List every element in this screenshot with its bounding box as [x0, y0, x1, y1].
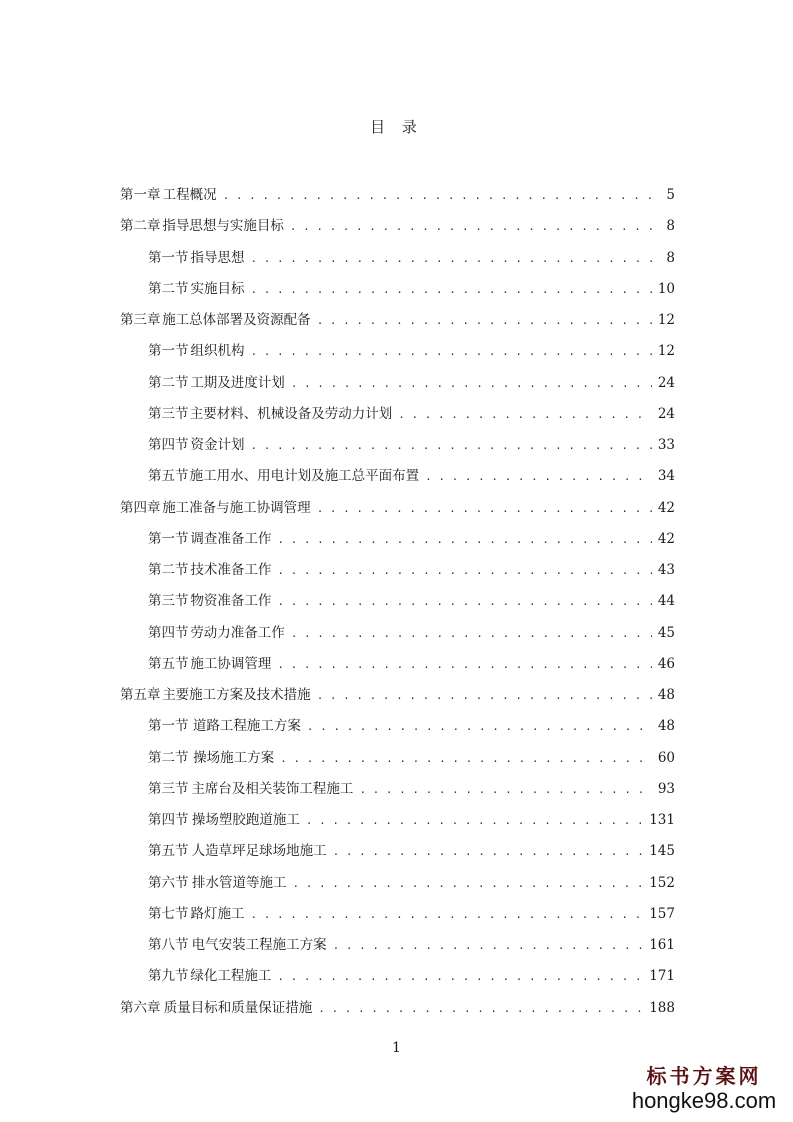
- toc-dot-leader: [317, 310, 652, 332]
- toc-entry[interactable]: [148, 903, 675, 925]
- toc-dot-leader: [291, 623, 652, 645]
- toc-entry-page: 8: [666, 218, 675, 235]
- toc-entry-page: 131: [649, 812, 675, 828]
- toc-entry-page: 24: [657, 374, 675, 391]
- toc-entry-page: 8: [666, 249, 675, 266]
- toc-entry-number: 第三节: [148, 405, 189, 422]
- toc-entry-page: 44: [657, 593, 675, 610]
- toc-entry-number: 第五节: [148, 843, 189, 860]
- toc-entry-title: 施工协调管理: [190, 655, 272, 672]
- toc-entry-page: 42: [657, 499, 675, 516]
- toc-entry-title: 主要施工方案及技术措施: [162, 687, 311, 703]
- toc-entry-number: 第二节: [148, 280, 189, 297]
- toc-entry-number: 第二节: [148, 374, 189, 391]
- toc-entry-number: 第四节: [148, 812, 189, 828]
- toc-entry-page: 34: [657, 468, 675, 485]
- toc-dot-leader: [317, 498, 652, 520]
- toc-entry-title: 调查准备工作: [190, 530, 272, 547]
- toc-entry[interactable]: [148, 778, 675, 800]
- toc-entry[interactable]: [148, 840, 675, 862]
- toc-entry-page: 5: [666, 187, 675, 203]
- toc-entry-number: 第六章: [120, 999, 161, 1016]
- toc-entry-title: 工期及进度计划: [190, 374, 285, 391]
- toc-entry-title: 施工用水、用电计划及施工总平面布置: [189, 468, 420, 485]
- toc-entry-title: 施工总体部署及资源配备: [162, 312, 311, 328]
- toc-entry-number: 第一节: [148, 718, 189, 735]
- toc-entry-number: 第八节: [148, 937, 189, 953]
- toc-entry-page: 12: [657, 343, 675, 360]
- toc-entry-page: 152: [649, 874, 675, 891]
- toc-entry[interactable]: [120, 997, 675, 1019]
- toc-entry-title: 工程概况: [162, 187, 217, 203]
- toc-entry-number: 第三节: [148, 593, 189, 610]
- toc-entry-title: 操场塑胶跑道施工: [191, 812, 300, 828]
- toc-entry-page: 46: [657, 655, 675, 672]
- toc-entry[interactable]: [148, 872, 675, 894]
- toc-entry-number: 第四节: [148, 624, 189, 641]
- toc-entry-title: 路灯施工: [190, 905, 245, 922]
- toc-entry[interactable]: [120, 684, 675, 706]
- toc-entry-number: 第五节: [148, 468, 189, 485]
- toc-dot-leader: [290, 216, 655, 238]
- toc-entry-page: 10: [657, 280, 675, 297]
- toc-dot-leader: [250, 904, 643, 926]
- toc-entry[interactable]: [148, 715, 675, 737]
- toc-dot-leader: [251, 248, 655, 270]
- toc-dot-leader: [251, 279, 652, 301]
- toc-entry[interactable]: [148, 247, 675, 269]
- toc-dot-leader: [223, 185, 655, 207]
- toc-entry-number: 第一章: [120, 187, 161, 203]
- toc-dot-leader: [359, 779, 651, 801]
- toc-entry-number: 第五章: [120, 687, 161, 703]
- toc-entry-number: 第一节: [148, 343, 189, 360]
- watermark-cn: 标书方案网: [646, 1064, 762, 1088]
- toc-dot-leader: [333, 841, 644, 863]
- toc-entry-page: 33: [657, 437, 675, 453]
- toc-dot-leader: [307, 716, 652, 738]
- toc-entry-page: 93: [657, 780, 675, 797]
- toc-entry-number: 第三节: [148, 780, 189, 797]
- toc-entry-page: 12: [657, 312, 675, 328]
- toc-dot-leader: [333, 935, 644, 957]
- toc-dot-leader: [280, 748, 652, 770]
- toc-entry-title: 排水管道等施工: [192, 874, 287, 891]
- toc-entry-title: 物资准备工作: [190, 593, 272, 610]
- toc-dot-leader: [291, 373, 652, 395]
- toc-entry[interactable]: [148, 465, 675, 487]
- toc-dot-leader: [277, 654, 651, 676]
- toc-title: 目 录: [370, 118, 423, 136]
- toc-entry-number: 第六节: [148, 874, 189, 891]
- toc-dot-leader: [306, 810, 643, 832]
- toc-entry-number: 第二节: [148, 562, 189, 578]
- toc-entry[interactable]: [148, 934, 675, 956]
- toc-entry-title: 施工准备与施工协调管理: [162, 499, 311, 516]
- toc-entry[interactable]: [120, 497, 675, 519]
- toc-entry-title: 组织机构: [190, 343, 245, 360]
- toc-entry[interactable]: [148, 747, 675, 769]
- toc-dot-leader: [277, 966, 643, 988]
- toc-entry[interactable]: [148, 278, 675, 300]
- toc-entry-page: 42: [657, 530, 675, 547]
- toc-entry[interactable]: [148, 403, 675, 425]
- toc-entry-number: 第五节: [148, 655, 189, 672]
- toc-entry-page: 157: [649, 905, 675, 922]
- toc-entry-number: 第一节: [148, 249, 189, 266]
- toc-entry-title: 质量目标和质量保证措施: [163, 999, 313, 1016]
- toc-entry-number: 第四节: [148, 437, 189, 453]
- toc-entry-title: 道路工程施工方案: [192, 718, 301, 735]
- toc-dot-leader: [277, 560, 651, 582]
- toc-entry[interactable]: [148, 590, 675, 612]
- toc-dot-leader: [251, 341, 652, 363]
- toc-entry[interactable]: [148, 653, 675, 675]
- toc-entry[interactable]: [120, 184, 675, 206]
- toc-entry-page: 161: [649, 937, 675, 953]
- toc-entry-title: 绿化工程施工: [190, 968, 272, 985]
- toc-entry-title: 指导思想: [190, 249, 245, 266]
- toc-entry-number: 第二节: [148, 749, 189, 766]
- toc-entry[interactable]: [120, 215, 675, 237]
- toc-entry[interactable]: [148, 528, 675, 550]
- site-watermark: [629, 1064, 779, 1114]
- toc-dot-leader: [277, 591, 651, 613]
- toc-entry-title: 操场施工方案: [193, 749, 275, 766]
- toc-entry-page: 48: [657, 687, 675, 703]
- toc-entry[interactable]: [120, 309, 675, 331]
- toc-dot-leader: [293, 873, 644, 895]
- watermark-url: hongke98.com: [631, 1088, 777, 1113]
- toc-dot-leader: [277, 529, 651, 551]
- toc-entry[interactable]: [148, 340, 675, 362]
- toc-entry-title: 主要材料、机械设备及劳动力计划: [189, 405, 393, 422]
- toc-entry-title: 资金计划: [190, 437, 245, 453]
- toc-entry-number: 第一节: [148, 530, 189, 547]
- toc-entry[interactable]: [148, 434, 675, 456]
- toc-dot-leader: [317, 685, 652, 707]
- toc-entry-title: 实施目标: [190, 280, 245, 297]
- toc-dot-leader: [425, 466, 652, 488]
- toc-entry[interactable]: [148, 809, 675, 831]
- toc-entry-page: 48: [657, 718, 675, 735]
- toc-entry-page: 60: [657, 749, 675, 766]
- page-number: 1: [392, 1040, 401, 1056]
- toc-entry-page: 145: [649, 843, 675, 860]
- toc-entry-title: 指导思想与实施目标: [162, 218, 284, 235]
- toc-entry-page: 188: [649, 999, 675, 1016]
- toc-entry-title: 人造草坪足球场地施工: [191, 843, 327, 860]
- toc-entry-title: 技术准备工作: [190, 562, 272, 578]
- toc-entry-number: 第二章: [120, 218, 161, 235]
- toc-entry-number: 第四章: [120, 499, 161, 516]
- toc-entry[interactable]: [148, 559, 675, 581]
- toc-dot-leader: [318, 998, 643, 1020]
- toc-entry-title: 劳动力准备工作: [190, 624, 285, 641]
- toc-entry-page: 43: [657, 562, 675, 578]
- toc-entry-title: 主席台及相关装饰工程施工: [191, 780, 354, 797]
- toc-dot-leader: [251, 435, 652, 457]
- toc-entry[interactable]: [148, 622, 675, 644]
- toc-entry[interactable]: [148, 965, 675, 987]
- toc-entry-page: 171: [649, 968, 675, 985]
- toc-entry-number: 第七节: [148, 905, 189, 922]
- toc-entry-title: 电气安装工程施工方案: [191, 937, 327, 953]
- toc-entry[interactable]: [148, 372, 675, 394]
- toc-entry-number: 第三章: [120, 312, 161, 328]
- toc-entry-page: 24: [657, 405, 675, 422]
- toc-entry-page: 45: [657, 624, 675, 641]
- toc-entry-number: 第九节: [148, 968, 189, 985]
- toc-dot-leader: [398, 404, 652, 426]
